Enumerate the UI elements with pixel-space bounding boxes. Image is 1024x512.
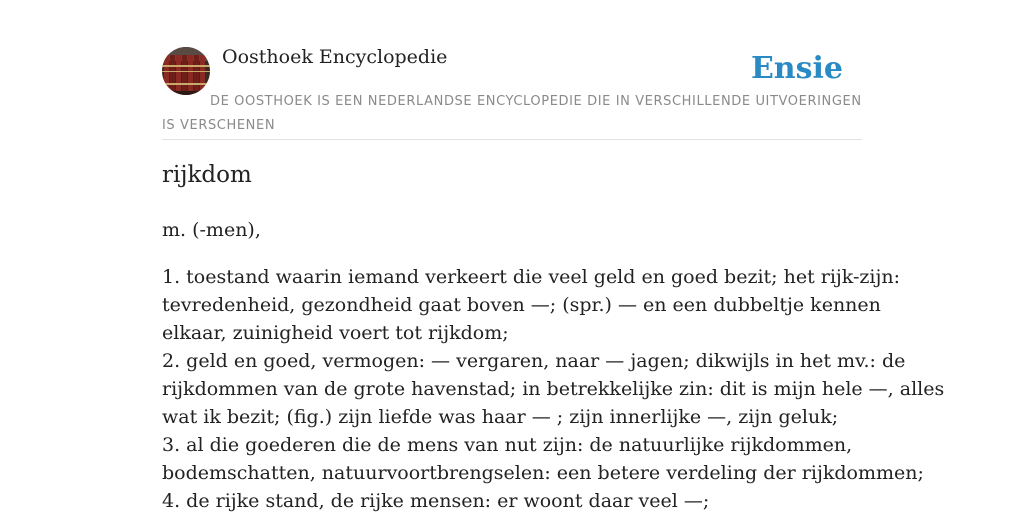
entry-definition — [162, 263, 945, 512]
entry-grammar: m. (-men), — [162, 219, 261, 241]
definition-line: 4. de rijke stand, de rijke mensen: er woont daar veel —; — [162, 490, 710, 512]
definition-line: wat ik bezit; (fig.) zijn liefde was haar — ; zijn innerlijke —, zijn geluk; — [162, 406, 839, 428]
encyclopedia-books-icon — [162, 47, 210, 95]
definition-line: 1. toestand waarin iemand verkeert die veel geld en goed bezit; het rijk-zijn: — [162, 266, 901, 288]
header-divider — [162, 139, 862, 140]
definition-line: 3. al die goederen die de mens van nut zijn: de natuurlijke rijkdommen, — [162, 434, 853, 456]
site-title-link[interactable]: Oosthoek Encyclopedie — [222, 46, 448, 68]
site-avatar[interactable] — [162, 47, 210, 95]
definition-line: bodemschatten, natuurvoortbrengselen: een betere verdeling der rijkdommen; — [162, 462, 924, 484]
definition-line: 2. geld en goed, vermogen: — vergaren, naar — jagen; dikwijls in het mv.: de — [162, 350, 906, 372]
definition-line: rijkdommen van de grote havenstad; in betrekkelijke zin: dit is mijn hele —, alles — [162, 378, 945, 400]
entry-title: rijkdom — [162, 162, 252, 188]
definition-line: elkaar, zuinigheid voert tot rijkdom; — [162, 322, 509, 344]
ensie-logo-link[interactable]: Ensie — [750, 51, 843, 86]
definition-line: tevredenheid, gezondheid gaat boven —; (spr.) — en een dubbeltje kennen — [162, 294, 881, 316]
site-tagline: DE OOSTHOEK IS EEN NEDERLANDSE ENCYCLOPEDIE DIE IN VERSCHILLENDE UITVOERINGEN IS VERSCHENEN — [162, 94, 862, 133]
